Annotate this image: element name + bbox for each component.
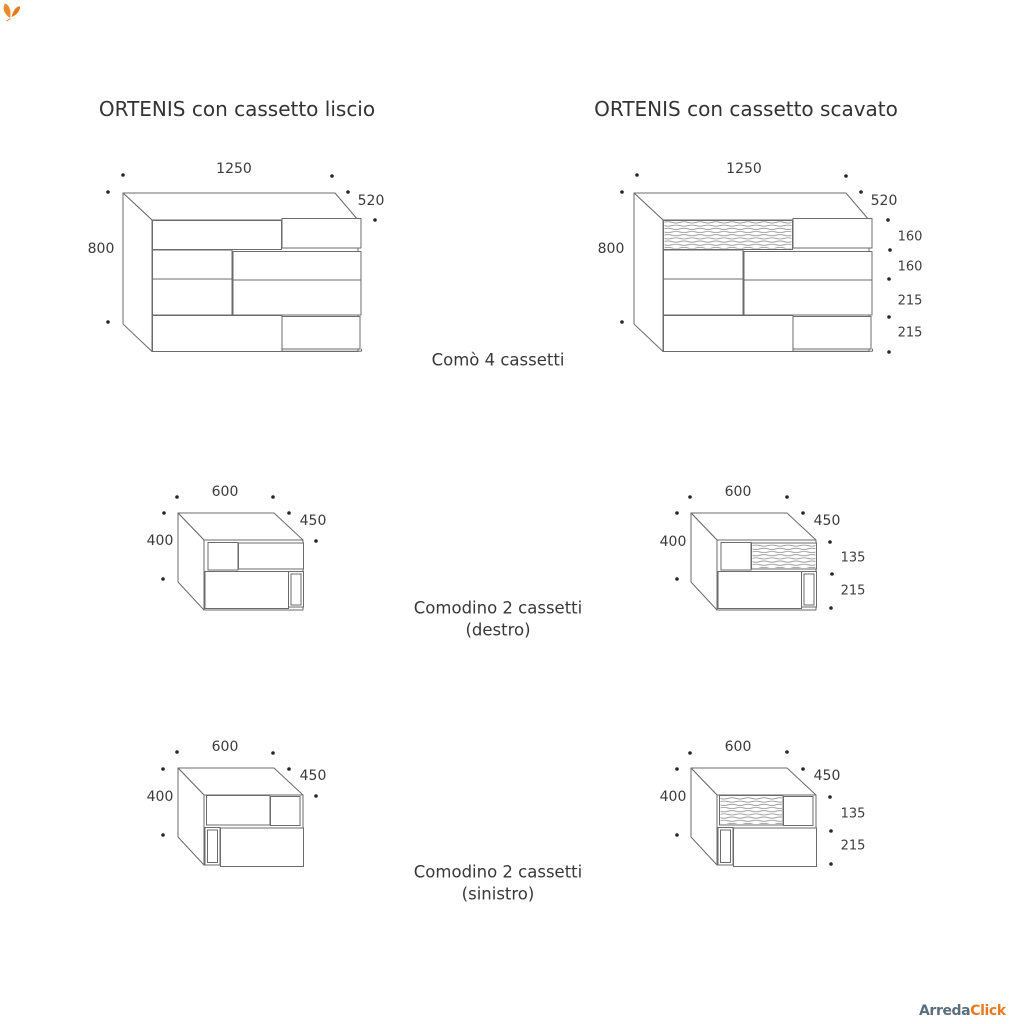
- comodino-destro-scavato-drawing: [675, 495, 834, 610]
- logo-text-click: Click: [970, 1003, 1006, 1019]
- dim-comodino-sinistro-scavato-drawer1: 135: [840, 806, 866, 822]
- caption-comodino-destro-line2: (destro): [465, 620, 531, 640]
- dim-como-scavato-width: 1250: [726, 161, 762, 177]
- dim-como-liscio-height: 800: [87, 241, 115, 257]
- top-face: [634, 193, 869, 220]
- dim-comodino-destro-scavato-width: 600: [724, 484, 752, 500]
- dim-como-scavato-drawer2: 160: [897, 259, 923, 275]
- caption-como: Comò 4 cassetti: [431, 350, 565, 370]
- left-face: [123, 193, 152, 352]
- dim-comodino-sinistro-liscio-height: 400: [146, 789, 174, 805]
- caption-comodino-destro-line1: Comodino 2 cassetti: [413, 598, 583, 618]
- dim-comodino-sinistro-liscio-depth: 450: [299, 768, 327, 784]
- dim-como-scavato-drawer1: 160: [897, 229, 923, 245]
- comodino-sinistro-liscio-drawing: [161, 750, 318, 866]
- dim-como-scavato-drawer3: 215: [897, 293, 923, 309]
- butterfly-icon: [0, 0, 22, 22]
- top-face: [123, 193, 358, 220]
- column-title-scavato: ORTENIS con cassetto scavato: [594, 97, 898, 121]
- dim-comodino-sinistro-scavato-width: 600: [724, 739, 752, 755]
- dim-comodino-destro-scavato-depth: 450: [813, 513, 841, 529]
- dim-como-scavato-drawer4: 215: [897, 325, 923, 341]
- drawer-panel: [153, 221, 282, 250]
- arredaclick-logo: [919, 1003, 1006, 1019]
- caption-comodino-sinistro-line2: (sinistro): [461, 884, 535, 904]
- dim-comodino-sinistro-liscio-width: 600: [211, 739, 239, 755]
- dim-comodino-destro-liscio-height: 400: [146, 533, 174, 549]
- comodino-sinistro-scavato-drawing: [675, 750, 833, 866]
- dim-comodino-destro-scavato-height: 400: [659, 534, 687, 550]
- dim-comodino-destro-liscio-width: 600: [211, 484, 239, 500]
- como-scavato-drawing: [620, 173, 892, 354]
- column-title-liscio: ORTENIS con cassetto liscio: [98, 97, 376, 121]
- dim-comodino-sinistro-scavato-height: 400: [659, 789, 687, 805]
- dim-comodino-destro-scavato-drawer1: 135: [840, 550, 866, 566]
- dim-comodino-sinistro-scavato-depth: 450: [813, 768, 841, 784]
- dim-como-liscio-width: 1250: [216, 161, 252, 177]
- dim-comodino-sinistro-scavato-drawer2: 215: [840, 838, 866, 854]
- logo-text-arreda: Arreda: [919, 1003, 971, 1019]
- dim-como-liscio-depth: 520: [357, 193, 385, 209]
- caption-comodino-sinistro-line1: Comodino 2 cassetti: [413, 862, 583, 882]
- dim-comodino-destro-liscio-depth: 450: [299, 513, 327, 529]
- dim-como-scavato-depth: 520: [870, 193, 898, 209]
- dim-como-scavato-height: 800: [597, 241, 625, 257]
- comodino-destro-liscio-drawing: [161, 495, 318, 610]
- como-liscio-drawing: [106, 173, 377, 351]
- left-face: [634, 193, 663, 352]
- dim-comodino-destro-scavato-drawer2: 215: [840, 583, 866, 599]
